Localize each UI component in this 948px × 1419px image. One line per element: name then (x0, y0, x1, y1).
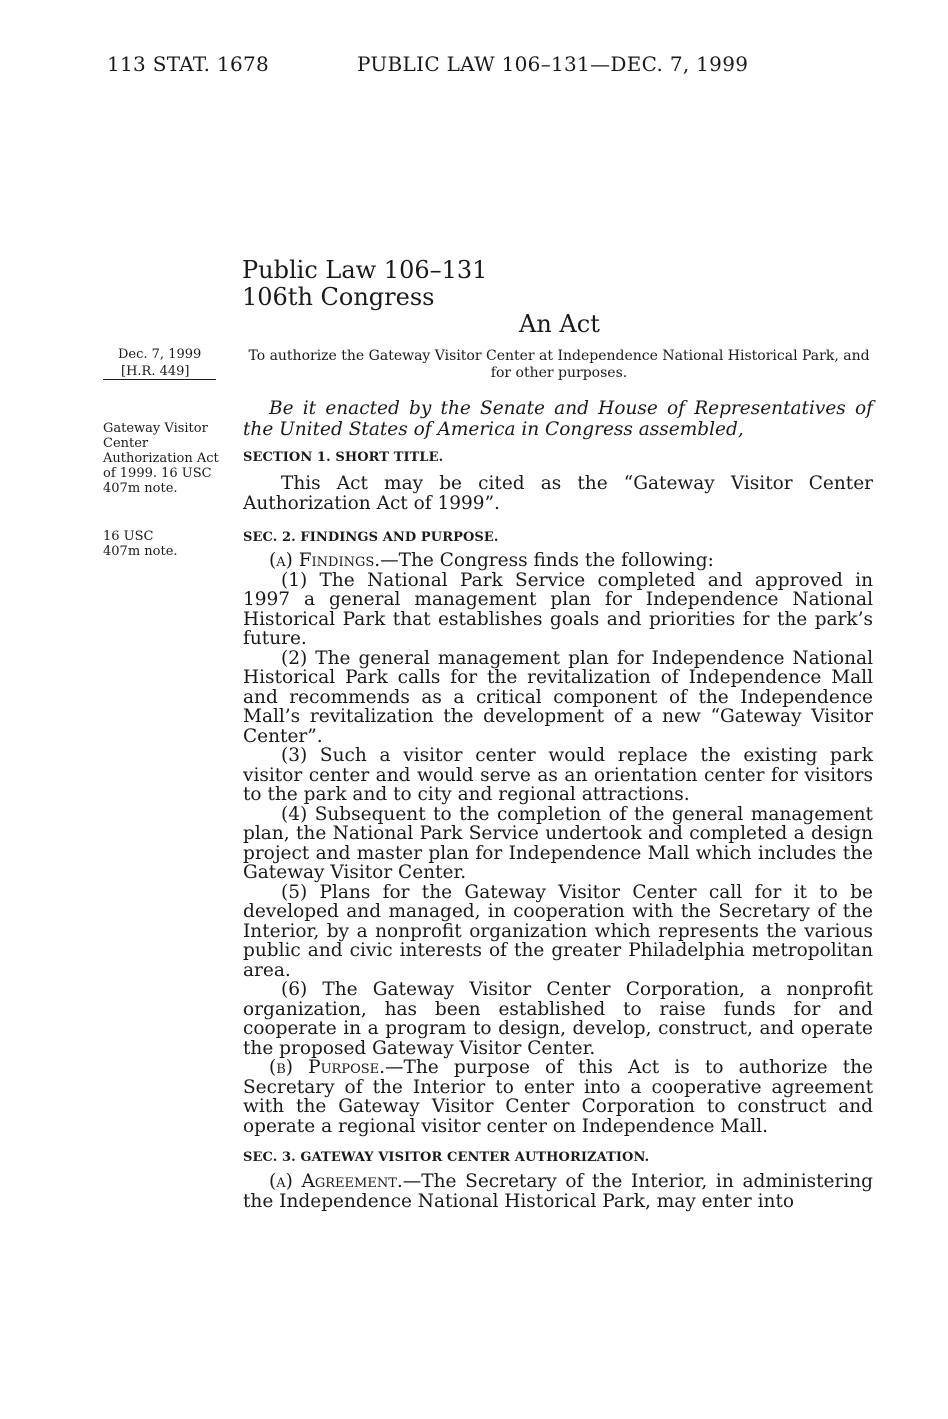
section-3-heading: SEC. 3. GATEWAY VISITOR CENTER AUTHORIZATION. (243, 1150, 650, 1165)
agreement-paragraph (243, 1172, 873, 1211)
finding-5: (5) Plans for the Gateway Visitor Center call for it to be developed and managed, in cooperation with the Secretary of the Interior, by a nonprofit organization which represents the various public and civic interests of the greater Philadelphia metropolitan area. (243, 881, 873, 981)
purpose-paragraph (243, 1058, 873, 1136)
findings-intro: —The Congress finds the following: (380, 550, 714, 571)
section-1-heading: SECTION 1. SHORT TITLE. (243, 450, 444, 465)
section-2-heading: SEC. 2. FINDINGS AND PURPOSE. (243, 530, 499, 545)
agreement-text: —The Secretary of the Interior, in administering the Independence National Historical Park, may enter into (243, 1171, 873, 1212)
congress-number: 106th Congress (242, 283, 435, 311)
purpose-label: (b) Purpose. (269, 1057, 386, 1078)
section-3-body (243, 1172, 873, 1211)
enacting-clause: Be it enacted by the Senate and House of Representatives of the United States of America in Congress assembled, (243, 398, 873, 440)
finding-1: (1) The National Park Service completed and approved in 1997 a general management plan for Independence National Historical Park that establishes goals and priorities for the park’s future. (243, 569, 873, 649)
act-purpose-statement: To authorize the Gateway Visitor Center at Independence National Historical Park, and for other purposes. (248, 348, 870, 381)
act-heading: An Act (519, 310, 600, 338)
finding-6: (6) The Gateway Visitor Center Corporation, a nonprofit organization, has been established to raise funds for and cooperate in a program to design, develop, construct, and operate the proposed Gateway Visitor Center. (243, 979, 873, 1059)
agreement-label: (a) Agreement. (269, 1171, 403, 1192)
section-1-text: This Act may be cited as the “Gateway Visitor Center Authorization Act of 1999”. (243, 473, 873, 514)
margin-short-title-note: Gateway Visitor Center Authorization Act of 1999. 16 USC 407m note. (103, 421, 219, 496)
finding-2: (2) The general management plan for Independence National Historical Park calls for the revitalization of Independence Mall and recommends as a critical component of the Independence Mall’s revitalization the development of a new “Gateway Visitor Center”. (243, 647, 873, 747)
running-head-law-date: PUBLIC LAW 106–131—DEC. 7, 1999 (357, 52, 749, 76)
findings-paragraph (243, 551, 873, 571)
public-law-number: Public Law 106–131 (242, 256, 488, 284)
margin-findings-note: 16 USC 407m note. (103, 529, 178, 559)
purpose-text: —The purpose of this Act is to authorize the Secretary of the Interior to enter into a cooperative agreement with the Gateway Visitor Center Corporation to construct and operate a regional visitor center on Independence Mall. (243, 1057, 873, 1137)
finding-4: (4) Subsequent to the completion of the general management plan, the National Park Service undertook and completed a design project and master plan for Independence Mall which includes the Gateway Visitor Center. (243, 803, 873, 883)
findings-label: (a) Findings. (269, 550, 381, 571)
finding-3: (3) Such a visitor center would replace the existing park visitor center and would serve as an orientation center for visitors to the park and to city and regional attractions. (243, 745, 873, 805)
margin-date: Dec. 7, 1999 (118, 347, 202, 362)
margin-bill-number: [H.R. 449] (121, 364, 190, 379)
margin-divider (103, 379, 216, 380)
stat-page-reference: 113 STAT. 1678 (107, 52, 270, 76)
section-2-body (243, 551, 873, 1136)
